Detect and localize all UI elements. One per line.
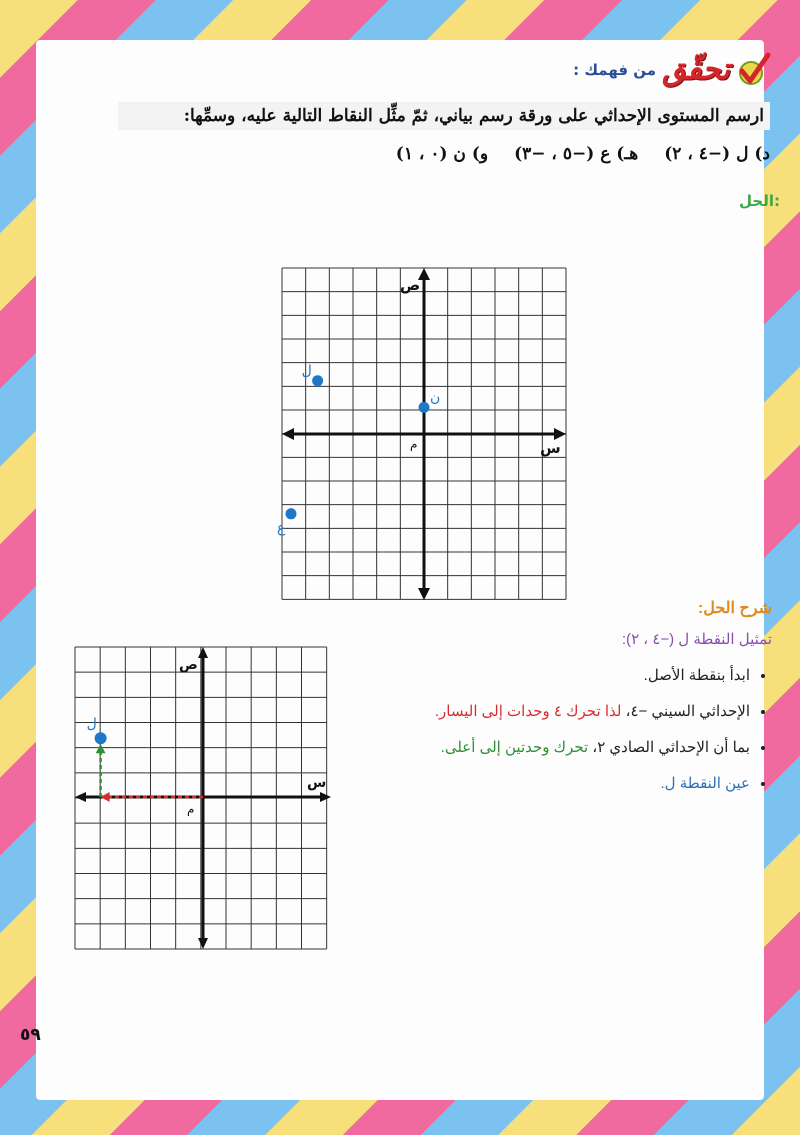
solution-explanation — [392, 598, 772, 810]
origin-label: م — [187, 802, 195, 816]
x-axis-left-arrow — [282, 428, 294, 440]
check-word: تحقّق — [662, 52, 730, 87]
y-axis-bottom-arrow — [198, 938, 208, 949]
point-l — [302, 363, 324, 387]
page-number: ٥٩ — [20, 1025, 41, 1045]
x-axis-right-arrow — [320, 792, 331, 802]
step-2-text: الإحداثي السيني −٤، — [621, 703, 750, 720]
point-l-marker — [312, 375, 323, 386]
list-item — [392, 774, 750, 792]
point-l-label: ل — [301, 362, 312, 379]
point-l-marker — [95, 732, 107, 744]
point-a-label: ع — [277, 519, 286, 536]
check-subtitle: من فهمك : — [573, 60, 657, 79]
move-left-arrowhead — [101, 792, 110, 802]
steps-list — [392, 666, 772, 792]
explanation-heading: شرح الحل: — [697, 600, 772, 617]
instructions-text: ارسم المستوى الإحداثي على ورقة رسم بياني، ثمّ مثِّل النقاط التالية عليه، وسمِّها: — [118, 102, 770, 130]
step-2-highlight: لذا تحرك ٤ وحدات إلى اليسار. — [434, 703, 622, 720]
step-3-highlight: تحرك وحدتين إلى أعلى. — [440, 739, 589, 756]
list-item — [392, 666, 750, 684]
explanation-subheading: تمثيل النقطة ل (−٤ ، ٢): — [621, 631, 772, 648]
y-axis-label: ص — [179, 657, 198, 673]
solution-graph — [277, 268, 566, 600]
x-axis-left-arrow — [75, 792, 86, 802]
step-1-text: ابدأ بنقطة الأصل. — [643, 667, 750, 684]
point-n — [419, 389, 441, 413]
checkmark-icon — [736, 53, 770, 87]
point-n-label: ن — [430, 389, 441, 406]
x-axis-label: س — [307, 775, 327, 791]
list-item — [392, 702, 750, 720]
point-a-marker — [286, 508, 297, 519]
explanation-graph — [75, 647, 331, 949]
point-n-marker — [419, 402, 430, 413]
origin-label: م — [410, 437, 418, 451]
move-up-arrowhead — [96, 744, 106, 753]
point-item-w: و) ن (٠ ، ١) — [395, 144, 489, 164]
solution-label: الحل: — [739, 192, 780, 210]
point-item-d: د) ل (−٤ ، ٢) — [664, 144, 770, 164]
step-4-text: عين النقطة ل. — [660, 775, 750, 792]
points-list — [110, 144, 770, 164]
step-3-text: بما أن الإحداثي الصادي ٢، — [588, 739, 750, 756]
y-axis-label: ص — [400, 276, 421, 294]
y-axis-top-arrow — [198, 647, 208, 658]
point-l-label: ل — [86, 716, 97, 733]
x-axis-label: س — [540, 439, 561, 457]
point-item-h: هـ) ع (−٥ ، −٣) — [514, 144, 639, 164]
list-item — [392, 738, 750, 756]
check-understanding-title — [573, 52, 770, 87]
